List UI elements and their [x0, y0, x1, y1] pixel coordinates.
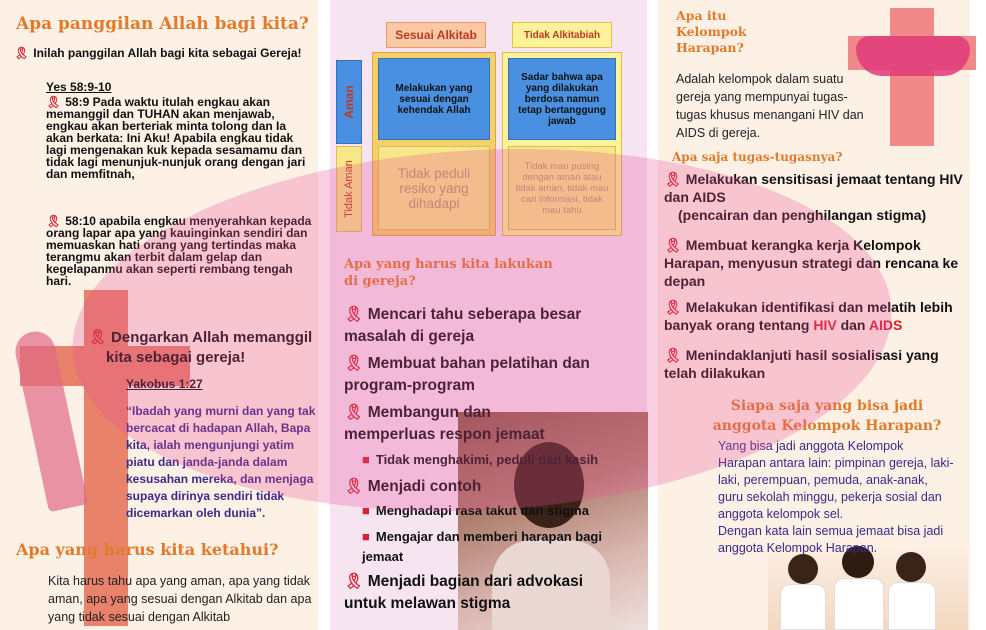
child-body [834, 578, 884, 630]
task-2 [664, 236, 968, 290]
james-quote: “Ibadah yang murni dan yang tak bercacat di hadapan Allah, Bapa kita, ialah mengunjungi yatim piatu dan janda-janda dalam kesusahan mereka, dan menjaga supaya dirinya sendiri tidak dicemarkan oleh dunia”. [126, 404, 316, 520]
know-title: Apa yang harus kita ketahui? [16, 540, 279, 559]
ribbon-icon: 🎗 [344, 355, 364, 372]
square-bullet-icon: ■ [362, 503, 370, 518]
who-title-line1: Siapa saja yang bisa jadi [730, 398, 924, 414]
middle-item-3-text: Membangun dan memperluas respon jemaat [344, 404, 545, 443]
row-unsafe-label: Tidak Aman [343, 160, 355, 218]
middle-item-5 [344, 571, 584, 615]
intro-line [14, 46, 310, 60]
matrix-col-biblical: Sesuai Alkitab [386, 22, 486, 48]
intro-text: Inilah panggilan Allah bagi kita sebagai Gereja! [33, 46, 302, 60]
matrix-row-unsafe [336, 146, 362, 232]
ribbon-drape [856, 36, 970, 76]
ribbon-icon: 🎗 [14, 46, 30, 60]
james-ref: Yakobus 1:27 [126, 377, 203, 391]
cell-unsafe-unbiblical: Tidak mau pusing dengan aman atau tidak aman, tidak mau cari informasi, tidak mau tahu [508, 146, 616, 230]
child-body [780, 584, 826, 630]
panel-divider [970, 0, 986, 630]
right-title-line1: Apa itu [676, 8, 727, 23]
verse-b-text: 58:10 apabila engkau menyerahkan kepada orang lapar apa yang kauinginkan sendiri dan memuaskan hati orang yang tertindas maka terangmu akan terbit dalam gelap dan kegelapanmu akan seperti rembang tengah hari. [46, 214, 312, 288]
matrix-col-unbiblical: Tidak Alkitabiah [512, 22, 612, 48]
cell-unsafe-biblical: Tidak peduli resiko yang dihadapi [378, 146, 490, 230]
middle-item-1-text: Mencari tahu seberapa besar masalah di gereja [344, 306, 582, 345]
task-4-text: Menindaklanjuti hasil sosialisasi yang telah dilakukan [664, 347, 939, 381]
who-text-1: Yang bisa jadi anggota Kelompok Harapan antara lain: pimpinan gereja, laki-laki, perempuan, pemuda, anak-anak, guru sekolah minggu, pekerja sosial dan anggota kelompok sel. [718, 439, 954, 521]
middle-title-line1: Apa yang harus kita lakukan [344, 257, 553, 272]
middle-item-2-text: Membuat bahan pelatihan dan program-program [344, 355, 590, 394]
verse-a-text: 58:9 Pada waktu itulah engkau akan memanggil dan TUHAN akan menjawab, engkau akan berteriak minta tolong dan Ia akan berkata: Ini Aku! Apabila engkau tidak lagi mengenakan kuk kepada sesamamu dan tidak lagi menunjuk-nunjuk orang dengan jari dan memfitnah, [46, 95, 306, 181]
task-3-hiv: HIV [813, 317, 837, 333]
ribbon-icon: 🎗 [344, 573, 364, 590]
verse-a [46, 96, 312, 180]
ribbon-icon: 🎗 [664, 171, 682, 187]
middle-sub-a-text: Tidak menghakimi, peduli dan kasih [375, 452, 599, 467]
task-1-text: Melakukan sensitisasi jemaat tentang HIV dan AIDS [664, 171, 963, 205]
child-body [888, 582, 936, 630]
verse-b [46, 215, 312, 287]
who-title [690, 396, 964, 436]
task-1 [664, 170, 968, 224]
middle-item-1 [344, 304, 628, 348]
task-2-text: Membuat kerangka kerja Kelompok Harapan, menyusun strategi dan rencana ke depan [664, 237, 959, 289]
middle-sub-b2-text: Mengajar dan memberi harapan bagi jemaat [362, 529, 602, 564]
ribbon-icon: 🎗 [664, 299, 682, 315]
listen-callout [88, 328, 316, 368]
verse-ref: Yes 58:9-10 [46, 80, 112, 94]
ribbon-icon: 🎗 [88, 329, 108, 346]
middle-item-4 [344, 476, 624, 498]
matrix-row-safe [336, 60, 362, 144]
middle-item-2 [344, 353, 594, 397]
child-head [788, 554, 818, 584]
who-title-line2: anggota Kelompok Harapan? [712, 418, 942, 434]
left-title: Apa panggilan Allah bagi kita? [16, 14, 309, 34]
ribbon-icon: 🎗 [344, 306, 364, 323]
square-bullet-icon: ■ [362, 529, 370, 544]
right-title-line3: Harapan? [676, 40, 744, 55]
right-title [676, 8, 836, 56]
task-4 [664, 346, 968, 382]
middle-title [344, 256, 644, 290]
cell-safe-biblical: Melakukan yang sesuai dengan kehendak Allah [378, 58, 490, 140]
ribbon-icon: 🎗 [46, 214, 62, 228]
middle-sub-a [362, 452, 642, 467]
know-text: Kita harus tahu apa yang aman, apa yang tidak aman, apa yang sesuai dengan Alkitab dan apa yang tidak sesuai dengan Alkitab [48, 574, 312, 624]
square-bullet-icon: ■ [362, 452, 370, 467]
ribbon-icon: 🎗 [344, 478, 364, 495]
task-1-note: (pencairan dan penghilangan stigma) [678, 207, 927, 223]
task-3-text: Melakukan identifikasi dan melatih lebih banyak orang tentang [664, 299, 953, 333]
ribbon-icon: 🎗 [664, 347, 682, 363]
ribbon-icon: 🎗 [46, 95, 62, 109]
middle-sub-b2 [362, 527, 612, 567]
middle-title-line2: di gereja? [344, 274, 416, 289]
listen-line2: kita sebagai gereja! [106, 349, 246, 366]
task-3 [664, 298, 968, 334]
ribbon-icon: 🎗 [344, 404, 364, 421]
who-text-2: Dengan kata lain semua jemaat bisa jadi anggota Kelompok Harapan. [718, 524, 944, 555]
row-safe-label: Aman [342, 85, 356, 119]
who-text [718, 438, 954, 557]
panel-divider [318, 0, 330, 630]
middle-sub-b1 [362, 503, 642, 518]
middle-item-5-text: Menjadi bagian dari advokasi untuk melawan stigma [344, 573, 584, 612]
ribbon-icon: 🎗 [664, 237, 682, 253]
middle-item-3 [344, 402, 584, 446]
task-3-and: dan [840, 317, 866, 333]
listen-line1: Dengarkan Allah memanggil [111, 329, 313, 346]
right-definition: Adalah kelompok dalam suatu gereja yang mempunyai tugas-tugas khusus menangani HIV dan AIDS di gereja. [676, 72, 864, 140]
right-title-line2: Kelompok [676, 24, 747, 39]
cell-safe-unbiblical: Sadar bahwa apa yang dilakukan berdosa namun tetap bertanggung jawab [508, 58, 616, 140]
middle-sub-b1-text: Menghadapi rasa takut dan stigma [375, 503, 589, 518]
tasks-title: Apa saja tugas-tugasnya? [672, 150, 843, 164]
cross-decoration-right [890, 8, 934, 146]
panel-divider [647, 0, 658, 630]
task-3-aids: AIDS [868, 317, 903, 333]
middle-item-4-text: Menjadi contoh [367, 478, 482, 495]
